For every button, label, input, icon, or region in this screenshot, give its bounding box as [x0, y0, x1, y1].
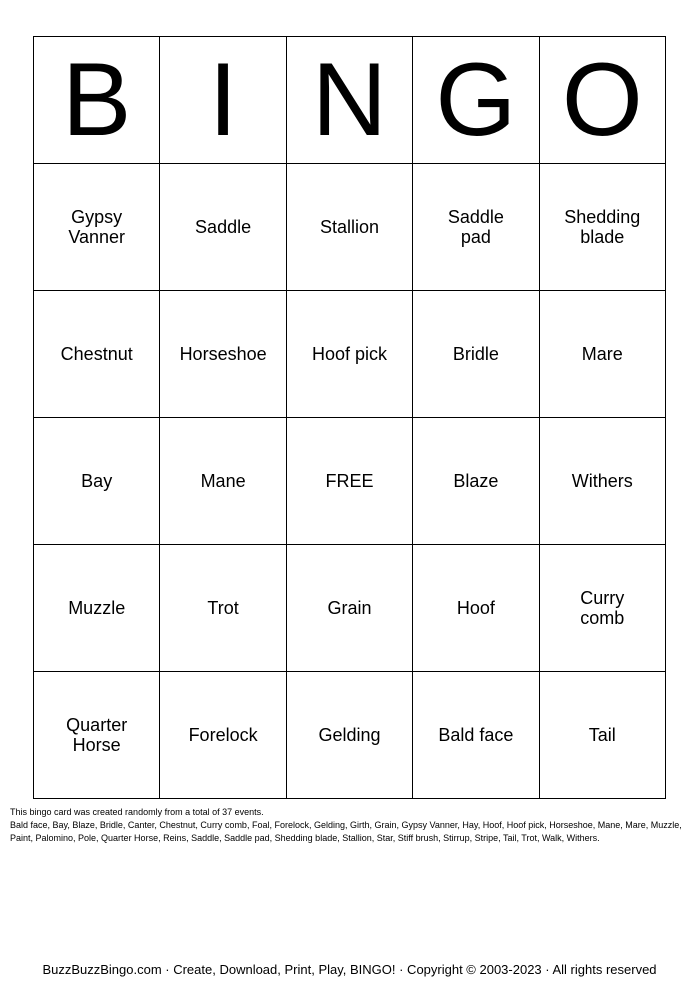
bingo-row-5 — [34, 672, 666, 799]
bingo-header-n: N — [286, 37, 412, 164]
bingo-cell — [286, 291, 412, 418]
bingo-cell-text: Bay — [81, 470, 113, 491]
bingo-cell-text: Bridle — [452, 343, 499, 364]
bingo-cell-text: Mare — [581, 343, 623, 364]
bingo-cell — [286, 545, 412, 672]
bingo-cell — [413, 545, 539, 672]
bingo-cell-text: Withers — [571, 470, 633, 491]
bingo-cell — [160, 672, 286, 799]
bingo-cell — [539, 672, 665, 799]
page-footer: BuzzBuzzBingo.com · Create, Download, Print, Play, BINGO! · Copyright © 2003-2023 · All rights reserved — [42, 962, 657, 977]
bingo-cell — [413, 291, 539, 418]
bingo-cell — [34, 291, 160, 418]
bingo-cell-text: Trot — [207, 597, 239, 618]
bingo-cell-text: Curry comb — [580, 587, 625, 628]
bingo-cell — [160, 418, 286, 545]
card-note-summary: This bingo card was created randomly from a total of 37 events. — [10, 807, 264, 817]
bingo-cell — [34, 418, 160, 545]
bingo-header-i: I — [160, 37, 286, 164]
bingo-cell-text: FREE — [325, 470, 374, 491]
bingo-cell-free — [286, 418, 412, 545]
bingo-cell-text: Gypsy Vanner — [68, 206, 126, 247]
bingo-cell — [160, 291, 286, 418]
bingo-cell-text: Quarter Horse — [66, 714, 128, 755]
bingo-cell — [413, 672, 539, 799]
bingo-cell — [413, 418, 539, 545]
bingo-cell-text: Forelock — [188, 724, 258, 745]
bingo-cell — [286, 672, 412, 799]
bingo-cell-text: Hoof pick — [311, 343, 387, 364]
bingo-cell — [539, 164, 665, 291]
bingo-header-g: G — [413, 37, 539, 164]
bingo-header-b: B — [34, 37, 160, 164]
bingo-cell-text: Chestnut — [60, 343, 133, 364]
bingo-cell-text: Stallion — [319, 216, 379, 237]
bingo-cell-text: Muzzle — [68, 597, 126, 618]
bingo-cell-text: Horseshoe — [179, 343, 267, 364]
bingo-cell-text: Grain — [327, 597, 372, 618]
bingo-cell — [34, 672, 160, 799]
bingo-row-3 — [34, 418, 666, 545]
bingo-cell-text: Shedding blade — [564, 206, 641, 247]
bingo-cell — [539, 291, 665, 418]
bingo-cell — [160, 164, 286, 291]
bingo-cell — [539, 418, 665, 545]
bingo-cell-text: Tail — [588, 724, 616, 745]
bingo-cell-text: Blaze — [453, 470, 499, 491]
card-note — [10, 806, 690, 845]
card-note-events: Bald face, Bay, Blaze, Bridle, Canter, Chestnut, Curry comb, Foal, Forelock, Gelding, Girth, Grain, Gypsy Vanner, Hay, Hoof, Hoof pick, Horseshoe, Mane, Mare, Muzzle, Paint, Palomino, Pole, Quarter Horse, Reins, Saddle, Saddle pad, Shedding blade, Stallion, Star, Stiff brush, Stirrup, Stripe, Tail, Trot, Walk, Withers. — [10, 820, 682, 843]
bingo-cell — [539, 545, 665, 672]
bingo-cell — [34, 164, 160, 291]
bingo-cell-text: Bald face — [438, 724, 514, 745]
bingo-cell-text: Saddle — [195, 216, 252, 237]
bingo-cell-text: Hoof — [456, 597, 495, 618]
bingo-cell — [413, 164, 539, 291]
bingo-cell-text: Gelding — [318, 724, 381, 745]
bingo-cell-text: Mane — [200, 470, 246, 491]
bingo-row-1 — [34, 164, 666, 291]
bingo-header-o: O — [539, 37, 665, 164]
bingo-header-row — [34, 37, 666, 164]
bingo-cell — [160, 545, 286, 672]
bingo-row-4 — [34, 545, 666, 672]
bingo-cell-text: Saddle pad — [447, 206, 504, 247]
bingo-cell — [34, 545, 160, 672]
bingo-card — [33, 36, 666, 799]
bingo-cell — [286, 164, 412, 291]
bingo-row-2 — [34, 291, 666, 418]
